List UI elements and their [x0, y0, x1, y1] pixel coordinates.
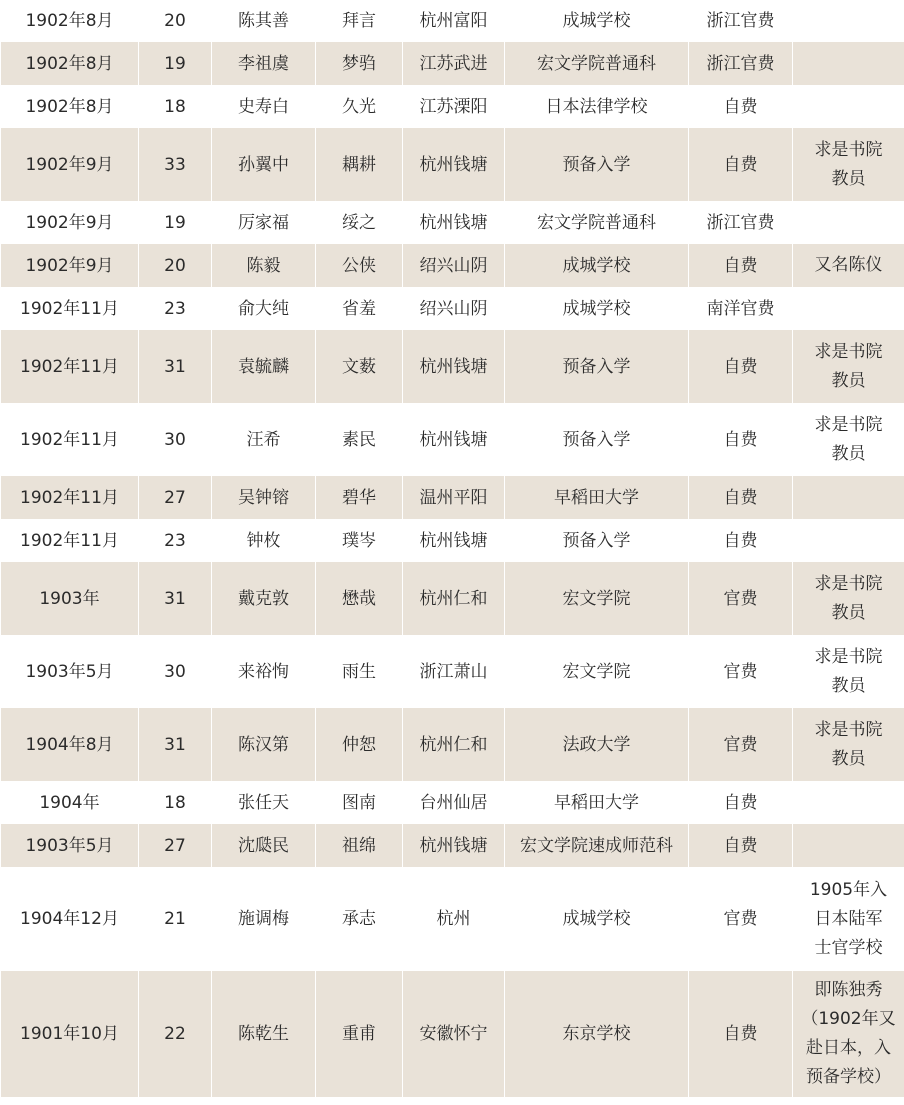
remark-cell: [793, 201, 904, 244]
date-cell: 1904年8月: [1, 708, 139, 781]
date-cell: 1902年8月: [1, 85, 139, 128]
funding-cell: 南洋官费: [689, 287, 793, 330]
remark-cell: 求是书院 教员: [793, 708, 904, 781]
date-cell: 1902年11月: [1, 330, 139, 403]
courtesy-name-cell: 拜言: [316, 0, 403, 42]
name-cell: 钟枚: [212, 519, 316, 562]
age-cell: 30: [139, 403, 212, 476]
remark-cell: 又名陈仪: [793, 244, 904, 287]
school-cell: 成城学校: [505, 244, 689, 287]
name-cell: 袁毓麟: [212, 330, 316, 403]
remark-cell: [793, 0, 904, 42]
remark-cell: 求是书院 教员: [793, 128, 904, 201]
name-cell: 陈毅: [212, 244, 316, 287]
age-cell: 20: [139, 244, 212, 287]
origin-cell: 江苏溧阳: [403, 85, 505, 128]
date-cell: 1904年: [1, 781, 139, 824]
name-cell: 施调梅: [212, 867, 316, 971]
courtesy-name-cell: 承志: [316, 867, 403, 971]
funding-cell: 自费: [689, 244, 793, 287]
remark-cell: [793, 42, 904, 85]
date-cell: 1902年11月: [1, 519, 139, 562]
remark-cell: 1905年入 日本陆军 士官学校: [793, 867, 904, 971]
funding-cell: 自费: [689, 971, 793, 1097]
school-cell: 宏文学院普通科: [505, 201, 689, 244]
age-cell: 31: [139, 330, 212, 403]
table-row: [1, 824, 904, 867]
date-cell: 1902年11月: [1, 403, 139, 476]
funding-cell: 官费: [689, 635, 793, 708]
origin-cell: 绍兴山阴: [403, 244, 505, 287]
funding-cell: 浙江官费: [689, 42, 793, 85]
origin-cell: 杭州钱塘: [403, 330, 505, 403]
date-cell: 1901年10月: [1, 971, 139, 1097]
age-cell: 21: [139, 867, 212, 971]
age-cell: 31: [139, 562, 212, 635]
remark-cell: [793, 287, 904, 330]
date-cell: 1902年9月: [1, 128, 139, 201]
school-cell: 日本法律学校: [505, 85, 689, 128]
table-row: [1, 867, 904, 971]
date-cell: 1903年5月: [1, 824, 139, 867]
courtesy-name-cell: 素民: [316, 403, 403, 476]
table-row: [1, 971, 904, 1097]
courtesy-name-cell: 梦驺: [316, 42, 403, 85]
origin-cell: 杭州富阳: [403, 0, 505, 42]
origin-cell: 安徽怀宁: [403, 971, 505, 1097]
table-row: [1, 128, 904, 201]
age-cell: 22: [139, 971, 212, 1097]
name-cell: 张任天: [212, 781, 316, 824]
courtesy-name-cell: 省羞: [316, 287, 403, 330]
age-cell: 18: [139, 781, 212, 824]
date-cell: 1903年5月: [1, 635, 139, 708]
table-body: [1, 0, 904, 1097]
origin-cell: 绍兴山阴: [403, 287, 505, 330]
school-cell: 预备入学: [505, 330, 689, 403]
name-cell: 李祖虞: [212, 42, 316, 85]
school-cell: 法政大学: [505, 708, 689, 781]
remark-cell: 求是书院 教员: [793, 635, 904, 708]
age-cell: 19: [139, 42, 212, 85]
table-row: [1, 476, 904, 519]
school-cell: 东京学校: [505, 971, 689, 1097]
origin-cell: 杭州仁和: [403, 562, 505, 635]
funding-cell: 自费: [689, 403, 793, 476]
date-cell: 1902年8月: [1, 0, 139, 42]
table-row: [1, 635, 904, 708]
courtesy-name-cell: 璞岑: [316, 519, 403, 562]
origin-cell: 杭州钱塘: [403, 403, 505, 476]
table-row: [1, 0, 904, 42]
school-cell: 成城学校: [505, 867, 689, 971]
age-cell: 20: [139, 0, 212, 42]
table-row: [1, 403, 904, 476]
origin-cell: 杭州钱塘: [403, 201, 505, 244]
age-cell: 33: [139, 128, 212, 201]
age-cell: 30: [139, 635, 212, 708]
table-row: [1, 287, 904, 330]
name-cell: 陈乾生: [212, 971, 316, 1097]
age-cell: 19: [139, 201, 212, 244]
table-row: [1, 781, 904, 824]
date-cell: 1902年11月: [1, 287, 139, 330]
school-cell: 早稻田大学: [505, 476, 689, 519]
name-cell: 孙翼中: [212, 128, 316, 201]
funding-cell: 自费: [689, 476, 793, 519]
age-cell: 23: [139, 519, 212, 562]
courtesy-name-cell: 公侠: [316, 244, 403, 287]
name-cell: 沈瓞民: [212, 824, 316, 867]
funding-cell: 浙江官费: [689, 0, 793, 42]
school-cell: 预备入学: [505, 128, 689, 201]
age-cell: 27: [139, 476, 212, 519]
remark-cell: [793, 824, 904, 867]
name-cell: 来裕恂: [212, 635, 316, 708]
courtesy-name-cell: 耦耕: [316, 128, 403, 201]
table-row: [1, 330, 904, 403]
courtesy-name-cell: 懋哉: [316, 562, 403, 635]
courtesy-name-cell: 文薮: [316, 330, 403, 403]
remark-cell: 求是书院 教员: [793, 562, 904, 635]
school-cell: 宏文学院普通科: [505, 42, 689, 85]
courtesy-name-cell: 重甫: [316, 971, 403, 1097]
funding-cell: 浙江官费: [689, 201, 793, 244]
table-row: [1, 708, 904, 781]
origin-cell: 杭州: [403, 867, 505, 971]
remark-cell: [793, 476, 904, 519]
date-cell: 1902年8月: [1, 42, 139, 85]
name-cell: 戴克敦: [212, 562, 316, 635]
origin-cell: 杭州仁和: [403, 708, 505, 781]
school-cell: 预备入学: [505, 519, 689, 562]
funding-cell: 自费: [689, 128, 793, 201]
courtesy-name-cell: 碧华: [316, 476, 403, 519]
courtesy-name-cell: 祖绵: [316, 824, 403, 867]
courtesy-name-cell: 图南: [316, 781, 403, 824]
courtesy-name-cell: 仲恕: [316, 708, 403, 781]
name-cell: 陈汉第: [212, 708, 316, 781]
name-cell: 厉家福: [212, 201, 316, 244]
date-cell: 1902年11月: [1, 476, 139, 519]
school-cell: 成城学校: [505, 287, 689, 330]
funding-cell: 自费: [689, 330, 793, 403]
age-cell: 27: [139, 824, 212, 867]
courtesy-name-cell: 雨生: [316, 635, 403, 708]
funding-cell: 自费: [689, 85, 793, 128]
funding-cell: 官费: [689, 867, 793, 971]
remark-cell: [793, 781, 904, 824]
date-cell: 1904年12月: [1, 867, 139, 971]
remark-cell: 求是书院 教员: [793, 330, 904, 403]
remark-cell: 求是书院 教员: [793, 403, 904, 476]
funding-cell: 官费: [689, 708, 793, 781]
name-cell: 俞大纯: [212, 287, 316, 330]
table-row: [1, 519, 904, 562]
remark-cell: 即陈独秀 （1902年又 赴日本，入 预备学校）: [793, 971, 904, 1097]
school-cell: 宏文学院: [505, 562, 689, 635]
age-cell: 18: [139, 85, 212, 128]
date-cell: 1902年9月: [1, 201, 139, 244]
origin-cell: 浙江萧山: [403, 635, 505, 708]
name-cell: 陈其善: [212, 0, 316, 42]
table-row: [1, 42, 904, 85]
school-cell: 宏文学院: [505, 635, 689, 708]
name-cell: 史寿白: [212, 85, 316, 128]
origin-cell: 杭州钱塘: [403, 824, 505, 867]
age-cell: 23: [139, 287, 212, 330]
date-cell: 1903年: [1, 562, 139, 635]
table-row: [1, 85, 904, 128]
school-cell: 早稻田大学: [505, 781, 689, 824]
funding-cell: 自费: [689, 519, 793, 562]
origin-cell: 江苏武进: [403, 42, 505, 85]
date-cell: 1902年9月: [1, 244, 139, 287]
origin-cell: 杭州钱塘: [403, 519, 505, 562]
table-row: [1, 201, 904, 244]
funding-cell: 官费: [689, 562, 793, 635]
table-row: [1, 562, 904, 635]
name-cell: 汪希: [212, 403, 316, 476]
courtesy-name-cell: 绥之: [316, 201, 403, 244]
school-cell: 宏文学院速成师范科: [505, 824, 689, 867]
age-cell: 31: [139, 708, 212, 781]
remark-cell: [793, 85, 904, 128]
funding-cell: 自费: [689, 824, 793, 867]
origin-cell: 杭州钱塘: [403, 128, 505, 201]
origin-cell: 温州平阳: [403, 476, 505, 519]
funding-cell: 自费: [689, 781, 793, 824]
name-cell: 吴钟镕: [212, 476, 316, 519]
remark-cell: [793, 519, 904, 562]
school-cell: 预备入学: [505, 403, 689, 476]
school-cell: 成城学校: [505, 0, 689, 42]
origin-cell: 台州仙居: [403, 781, 505, 824]
courtesy-name-cell: 久光: [316, 85, 403, 128]
table-row: [1, 244, 904, 287]
